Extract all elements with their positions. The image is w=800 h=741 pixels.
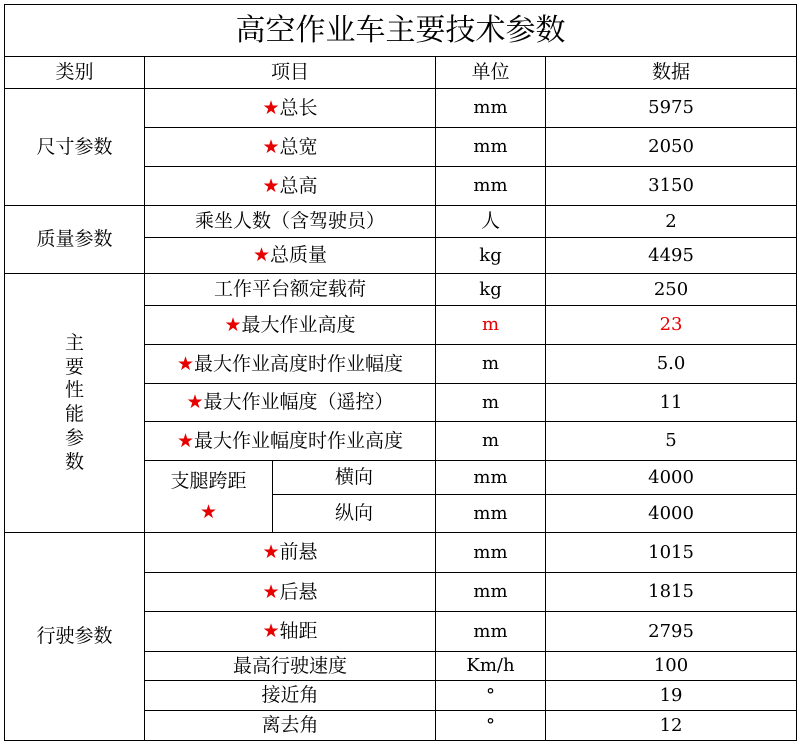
star-icon: ★ xyxy=(176,429,195,452)
star-icon: ★ xyxy=(262,580,280,603)
unit-cell: m xyxy=(436,422,546,461)
group-label-size: 尺寸参数 xyxy=(5,89,145,206)
unit-cell: mm xyxy=(436,495,546,533)
value-cell: 5 xyxy=(546,422,797,461)
item-cell xyxy=(145,128,436,167)
value-cell: 100 xyxy=(546,652,797,681)
header-row xyxy=(5,57,797,89)
item-cell xyxy=(145,167,436,206)
item-label: 最大作业高度 xyxy=(241,313,356,336)
value-cell: 19 xyxy=(546,681,797,711)
page-title: 高空作业车主要技术参数 xyxy=(5,5,797,57)
outrigger-span-cell xyxy=(145,461,273,533)
value-cell: 2795 xyxy=(546,612,797,652)
item-label: 支腿跨距 xyxy=(170,469,247,492)
header-item: 项目 xyxy=(145,57,436,89)
item-cell: 乘坐人数（含驾驶员） xyxy=(145,206,436,238)
star-icon: ★ xyxy=(199,500,218,523)
item-cell: 接近角 xyxy=(145,681,436,711)
item-label: 前悬 xyxy=(279,541,318,564)
unit-cell: Km/h xyxy=(436,652,546,681)
item-cell xyxy=(145,533,436,573)
table-row xyxy=(5,274,797,306)
subitem-horizontal: 横向 xyxy=(273,461,436,495)
unit-cell: mm xyxy=(436,89,546,128)
unit-cell: m xyxy=(436,345,546,384)
unit-cell: m xyxy=(436,384,546,422)
star-icon: ★ xyxy=(176,352,195,375)
unit-cell: ° xyxy=(436,711,546,741)
item-cell: 离去角 xyxy=(145,711,436,741)
value-cell: 5.0 xyxy=(546,345,797,384)
item-cell xyxy=(145,422,436,461)
item-cell: 最高行驶速度 xyxy=(145,652,436,681)
item-cell xyxy=(145,306,436,345)
star-icon: ★ xyxy=(252,244,271,267)
table-row xyxy=(5,533,797,573)
item-cell xyxy=(145,345,436,384)
value-cell: 11 xyxy=(546,384,797,422)
star-icon: ★ xyxy=(186,391,204,414)
item-cell xyxy=(145,238,436,274)
value-cell: 4000 xyxy=(546,461,797,495)
item-cell xyxy=(145,89,436,128)
item-label: 后悬 xyxy=(279,580,318,603)
group-label-performance: 主 要 性 能 参 数 xyxy=(5,274,145,533)
table-row xyxy=(5,89,797,128)
value-cell: 4495 xyxy=(546,238,797,274)
value-cell-highlight: 23 xyxy=(546,306,797,345)
item-label: 最大作业幅度（遥控） xyxy=(203,391,394,414)
group-label-drive: 行驶参数 xyxy=(5,533,145,741)
star-icon: ★ xyxy=(262,541,280,564)
header-unit: 单位 xyxy=(436,57,546,89)
unit-cell: mm xyxy=(436,573,546,612)
item-label: 总质量 xyxy=(270,244,328,267)
unit-cell: kg xyxy=(436,238,546,274)
group-label-mass: 质量参数 xyxy=(5,206,145,274)
item-cell xyxy=(145,384,436,422)
unit-cell: mm xyxy=(436,612,546,652)
unit-cell: mm xyxy=(436,128,546,167)
unit-cell: mm xyxy=(436,533,546,573)
value-cell: 1015 xyxy=(546,533,797,573)
item-label: 总宽 xyxy=(279,135,318,158)
item-cell: 工作平台额定载荷 xyxy=(145,274,436,306)
star-icon: ★ xyxy=(262,96,280,119)
value-cell: 2050 xyxy=(546,128,797,167)
item-label: 总长 xyxy=(279,96,318,119)
unit-cell-highlight: m xyxy=(436,306,546,345)
title-row xyxy=(5,5,797,57)
star-icon: ★ xyxy=(262,135,280,158)
header-value: 数据 xyxy=(546,57,797,89)
star-icon: ★ xyxy=(224,313,242,336)
star-icon: ★ xyxy=(262,174,280,197)
unit-cell: mm xyxy=(436,461,546,495)
item-cell xyxy=(145,573,436,612)
value-cell: 5975 xyxy=(546,89,797,128)
value-cell: 250 xyxy=(546,274,797,306)
item-cell xyxy=(145,612,436,652)
table-row xyxy=(5,206,797,238)
unit-cell: 人 xyxy=(436,206,546,238)
item-label: 总高 xyxy=(279,174,318,197)
value-cell: 3150 xyxy=(546,167,797,206)
spec-table xyxy=(4,4,797,741)
item-label: 最大作业高度时作业幅度 xyxy=(194,352,404,375)
subitem-longitudinal: 纵向 xyxy=(273,495,436,533)
header-category: 类别 xyxy=(5,57,145,89)
value-cell: 1815 xyxy=(546,573,797,612)
value-cell: 12 xyxy=(546,711,797,741)
star-icon: ★ xyxy=(262,620,280,643)
value-cell: 4000 xyxy=(546,495,797,533)
unit-cell: kg xyxy=(436,274,546,306)
item-label: 轴距 xyxy=(279,620,318,643)
value-cell: 2 xyxy=(546,206,797,238)
unit-cell: ° xyxy=(436,681,546,711)
unit-cell: mm xyxy=(436,167,546,206)
item-label: 最大作业幅度时作业高度 xyxy=(194,429,404,452)
